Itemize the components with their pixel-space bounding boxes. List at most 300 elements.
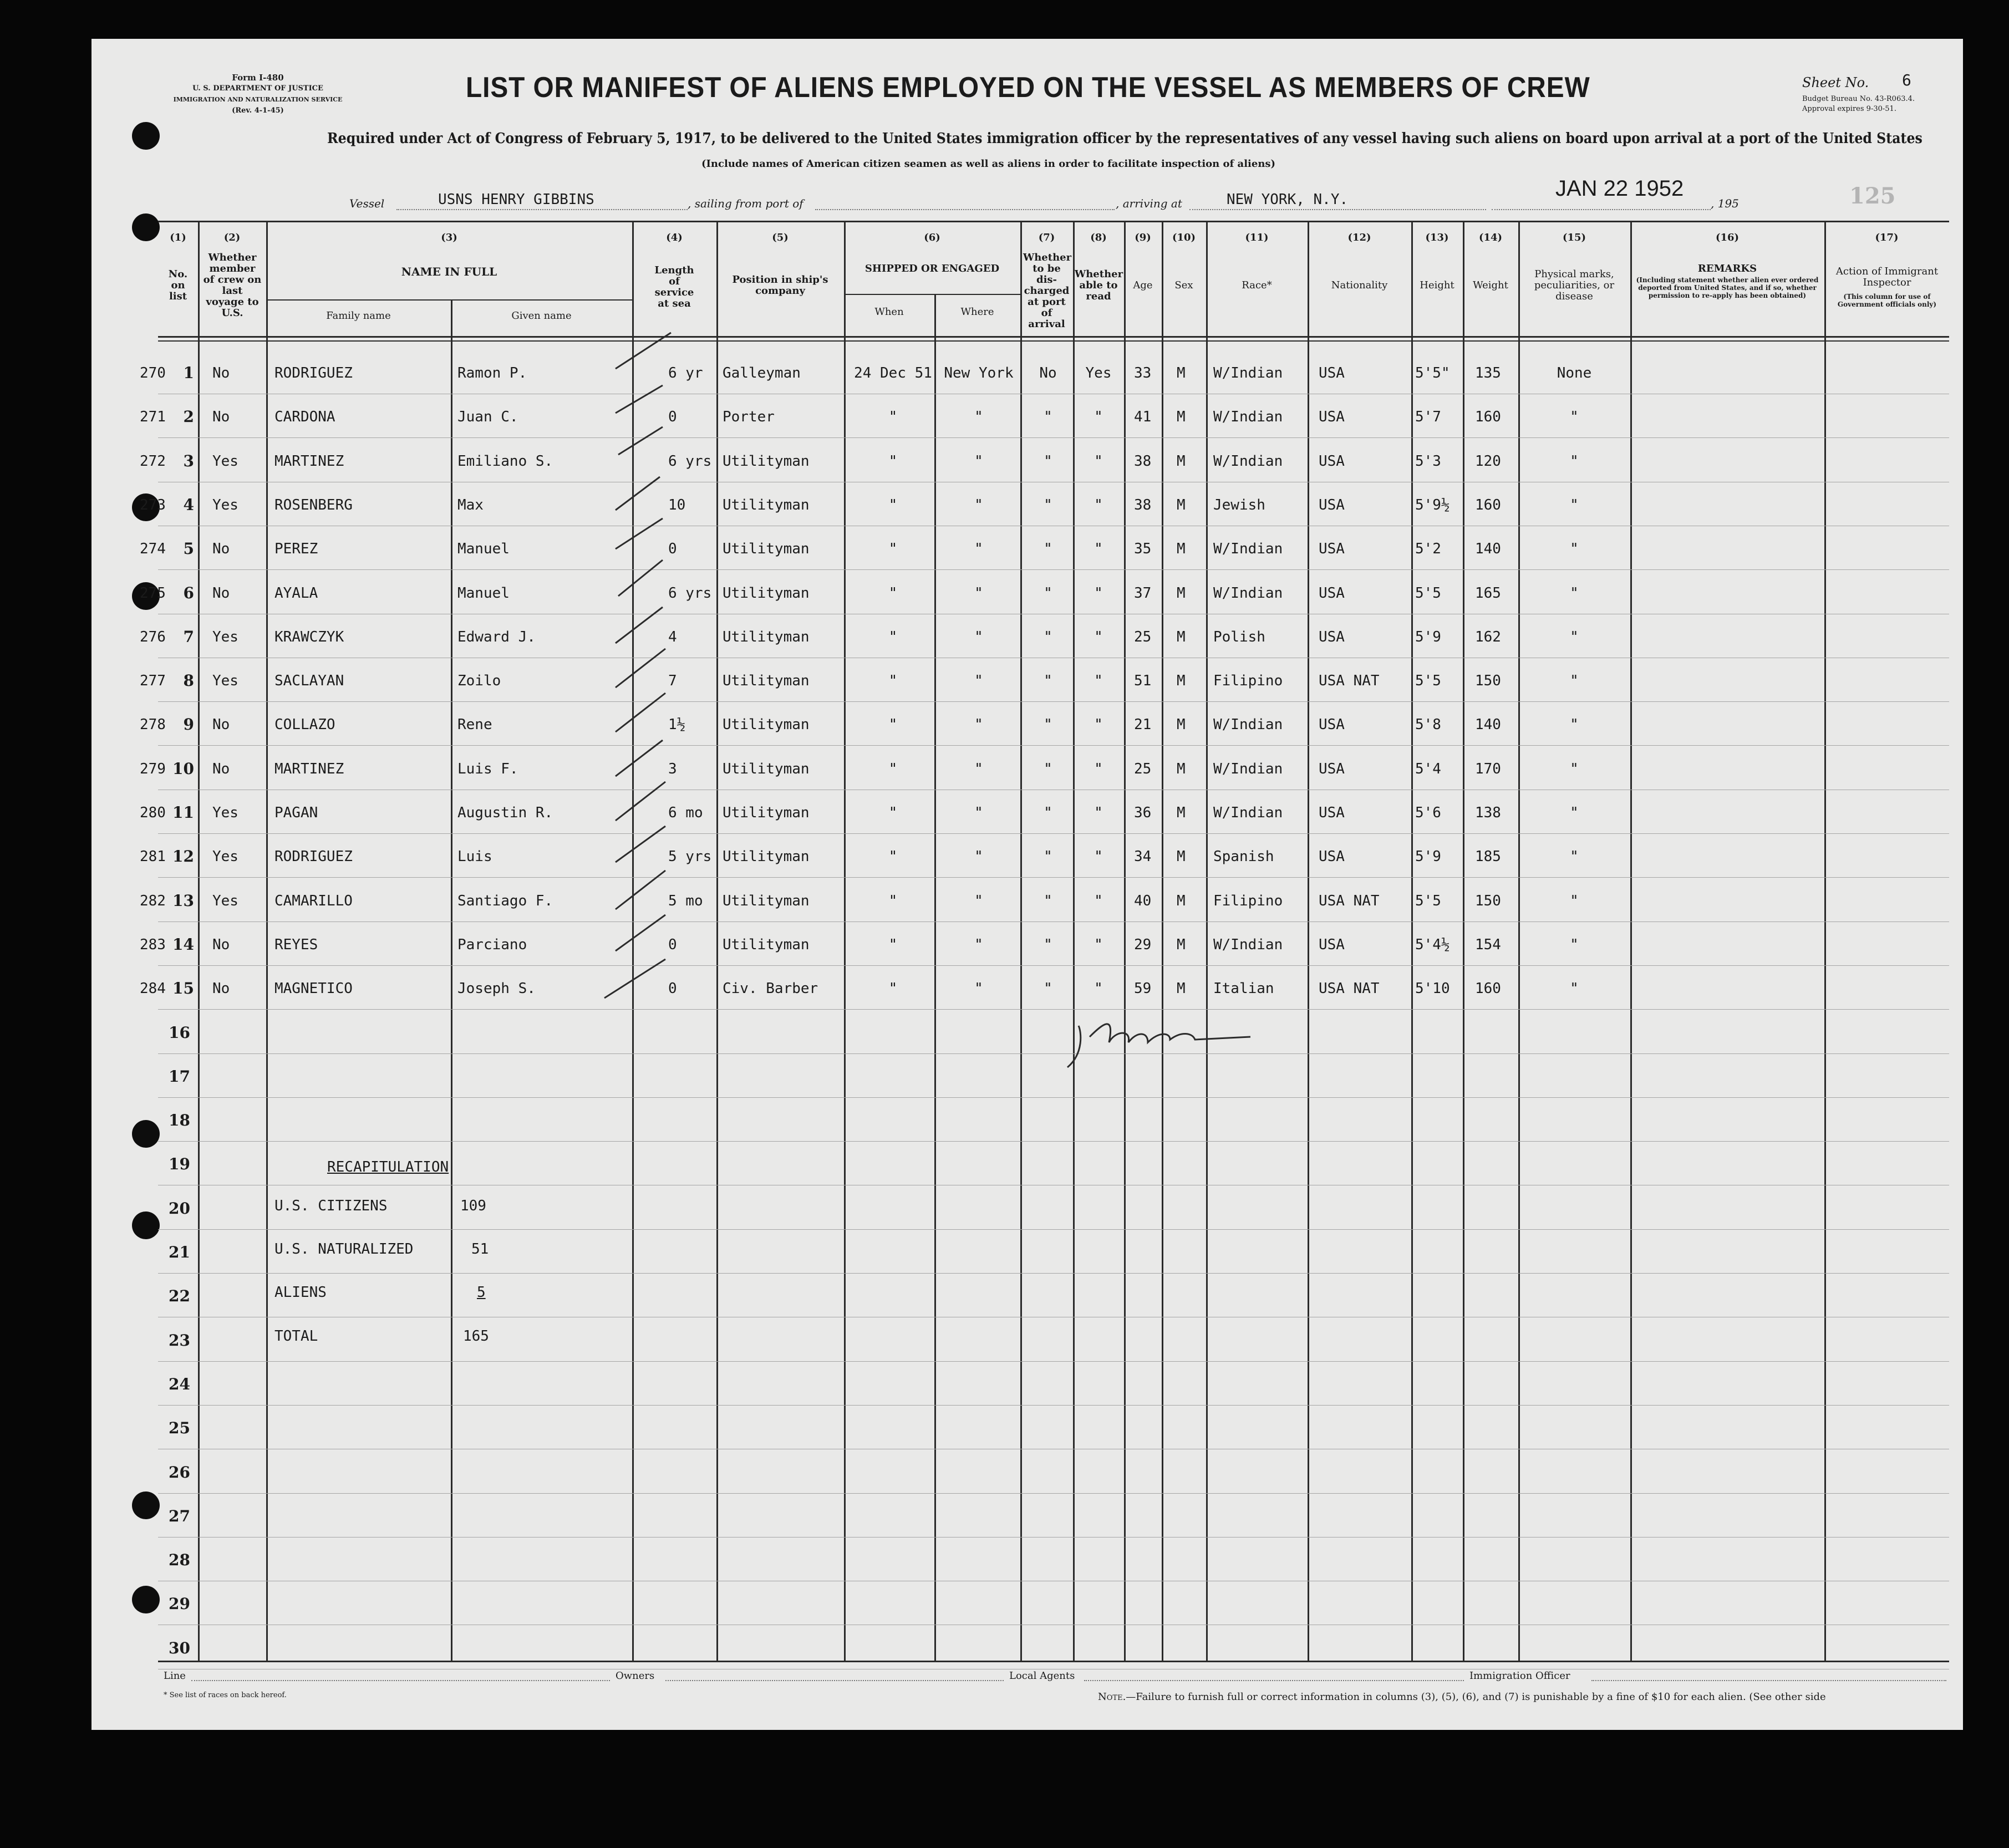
sex-cell: M bbox=[1177, 893, 1186, 909]
prefix-number: 273 bbox=[140, 497, 166, 513]
height-cell: 5'9 bbox=[1415, 629, 1441, 645]
shipped-when-cell: " bbox=[888, 497, 898, 513]
shipped-when-cell: " bbox=[888, 848, 898, 865]
col-10-number: (10) bbox=[1172, 232, 1196, 243]
service-cell: 0 bbox=[668, 980, 677, 997]
sex-cell: M bbox=[1177, 629, 1186, 645]
age-cell: 21 bbox=[1134, 716, 1152, 733]
crew-cell: No bbox=[212, 716, 230, 733]
race-cell: W/Indian bbox=[1213, 541, 1283, 557]
nationality-cell: USA NAT bbox=[1319, 893, 1380, 909]
check-stroke bbox=[604, 959, 665, 998]
given-name-cell: Luis F. bbox=[457, 761, 518, 777]
shipped-when-cell: " bbox=[888, 409, 898, 425]
physical-marks-cell: " bbox=[1570, 497, 1579, 513]
col-9-header: Age bbox=[1133, 279, 1153, 291]
shipped-where-cell: " bbox=[974, 673, 983, 689]
height-cell: 5'9 bbox=[1415, 848, 1441, 865]
height-cell: 5'5 bbox=[1415, 673, 1441, 689]
footer-note bbox=[1098, 1691, 1826, 1703]
col-9-number: (9) bbox=[1135, 232, 1151, 243]
footer-line-label: Line bbox=[164, 1670, 186, 1682]
crew-cell: Yes bbox=[212, 453, 238, 470]
able-to-read-cell: " bbox=[1094, 497, 1103, 513]
nationality-cell: USA bbox=[1319, 629, 1345, 645]
physical-marks-cell: " bbox=[1570, 541, 1579, 557]
col-15-number: (15) bbox=[1562, 232, 1586, 243]
col-10-header: Sex bbox=[1174, 279, 1193, 291]
check-stroke bbox=[616, 826, 665, 862]
given-name-cell: Zoilo bbox=[457, 673, 501, 689]
arriving-label: , arriving at bbox=[1116, 197, 1182, 210]
discharged-cell: " bbox=[1044, 805, 1052, 821]
date-stamp: JAN 22 1952 bbox=[1555, 176, 1684, 201]
race-cell: Polish bbox=[1213, 629, 1265, 645]
check-stroke bbox=[616, 870, 665, 909]
race-cell: W/Indian bbox=[1213, 365, 1283, 381]
col-8-header: Whether able to read bbox=[1075, 268, 1123, 302]
line-number: 19 bbox=[169, 1155, 190, 1173]
position-cell: Utilityman bbox=[723, 936, 810, 953]
line-number: 16 bbox=[169, 1024, 190, 1042]
line-number: 29 bbox=[169, 1595, 190, 1613]
shipped-when-cell: " bbox=[888, 541, 898, 557]
service-cell: 6 yrs bbox=[668, 453, 712, 470]
col-17-note: (This column for use of Government officials only) bbox=[1837, 293, 1937, 308]
able-to-read-cell: " bbox=[1094, 761, 1103, 777]
crew-cell: Yes bbox=[212, 893, 238, 909]
prefix-number: 280 bbox=[140, 805, 166, 821]
weight-cell: 120 bbox=[1475, 453, 1501, 470]
service-cell: 5 mo bbox=[668, 893, 703, 909]
given-name-cell: Manuel bbox=[457, 585, 510, 602]
height-cell: 5'10 bbox=[1415, 980, 1450, 997]
vessel-label: Vessel bbox=[349, 197, 385, 210]
given-name-cell: Juan C. bbox=[457, 409, 518, 425]
page-title: LIST OR MANIFEST OF ALIENS EMPLOYED ON THE VESSEL AS MEMBERS OF CREW bbox=[466, 72, 1590, 104]
family-name-cell: AYALA bbox=[274, 585, 318, 602]
shipped-when-cell: " bbox=[888, 893, 898, 909]
given-name-cell: Luis bbox=[457, 848, 492, 865]
sex-cell: M bbox=[1177, 365, 1186, 381]
col-14-number: (14) bbox=[1478, 232, 1503, 243]
discharged-cell: " bbox=[1044, 761, 1052, 777]
position-cell: Utilityman bbox=[723, 453, 810, 470]
crew-cell: Yes bbox=[212, 629, 238, 645]
nationality-cell: USA bbox=[1319, 497, 1345, 513]
prefix-number: 274 bbox=[140, 541, 166, 557]
col-13-header: Height bbox=[1420, 279, 1454, 291]
sex-cell: M bbox=[1177, 936, 1186, 953]
prefix-number: 281 bbox=[140, 848, 166, 865]
age-cell: 36 bbox=[1134, 805, 1152, 821]
able-to-read-cell: " bbox=[1094, 980, 1103, 997]
service: IMMIGRATION AND NATURALIZATION SERVICE bbox=[173, 96, 343, 103]
height-cell: 5'5" bbox=[1415, 365, 1450, 381]
shipped-when-cell: " bbox=[888, 673, 898, 689]
service-cell: 6 mo bbox=[668, 805, 703, 821]
age-cell: 25 bbox=[1134, 761, 1152, 777]
recap-aliens-value: 5 bbox=[477, 1284, 486, 1301]
race-cell: W/Indian bbox=[1213, 761, 1283, 777]
service-cell: 7 bbox=[668, 673, 677, 689]
age-cell: 38 bbox=[1134, 453, 1152, 470]
crew-cell: No bbox=[212, 409, 230, 425]
given-name-cell: Santiago F. bbox=[457, 893, 553, 909]
prefix-number: 272 bbox=[140, 453, 166, 470]
family-name-cell: MAGNETICO bbox=[274, 980, 353, 997]
able-to-read-cell: " bbox=[1094, 409, 1103, 425]
able-to-read-cell: " bbox=[1094, 848, 1103, 865]
line-number: 6 bbox=[183, 584, 194, 602]
nationality-cell: USA bbox=[1319, 409, 1345, 425]
race-cell: W/Indian bbox=[1213, 936, 1283, 953]
nationality-cell: USA bbox=[1319, 716, 1345, 733]
height-cell: 5'8 bbox=[1415, 716, 1441, 733]
crew-cell: No bbox=[212, 365, 230, 381]
col-1-header: No. on list bbox=[168, 268, 188, 302]
sheet-number: 6 bbox=[1902, 71, 1911, 89]
faint-number: 125 bbox=[1849, 183, 1896, 209]
weight-cell: 160 bbox=[1475, 409, 1501, 425]
vessel-name: USNS HENRY GIBBINS bbox=[438, 191, 594, 208]
able-to-read-cell: " bbox=[1094, 453, 1103, 470]
shipped-where-cell: " bbox=[974, 805, 983, 821]
height-cell: 5'4½ bbox=[1415, 936, 1450, 953]
line-number: 13 bbox=[172, 892, 194, 910]
age-cell: 37 bbox=[1134, 585, 1152, 602]
nationality-cell: USA bbox=[1319, 365, 1345, 381]
age-cell: 41 bbox=[1134, 409, 1152, 425]
age-cell: 38 bbox=[1134, 497, 1152, 513]
able-to-read-cell: " bbox=[1094, 673, 1103, 689]
subnote: (Include names of American citizen seamen as well as aliens in order to facilitate inspection of aliens) bbox=[701, 158, 1276, 170]
position-cell: Utilityman bbox=[723, 497, 810, 513]
family-name-cell: RODRIGUEZ bbox=[274, 848, 353, 865]
weight-cell: 162 bbox=[1475, 629, 1501, 645]
line-number: 7 bbox=[183, 628, 194, 646]
recap-heading: RECAPITULATION bbox=[327, 1159, 449, 1175]
line-number: 10 bbox=[172, 760, 194, 778]
discharged-cell: " bbox=[1044, 629, 1052, 645]
department: U. S. DEPARTMENT OF JUSTICE bbox=[192, 84, 323, 93]
position-cell: Porter bbox=[723, 409, 775, 425]
crew-cell: No bbox=[212, 936, 230, 953]
check-stroke bbox=[616, 607, 663, 643]
position-cell: Utilityman bbox=[723, 629, 810, 645]
shipped-when-cell: 24 Dec 51 bbox=[854, 365, 932, 381]
age-cell: 59 bbox=[1134, 980, 1152, 997]
col-11-number: (11) bbox=[1245, 232, 1269, 243]
discharged-cell: No bbox=[1039, 365, 1057, 381]
nationality-cell: USA NAT bbox=[1319, 980, 1380, 997]
line-number: 27 bbox=[169, 1507, 190, 1525]
race-cell: Filipino bbox=[1213, 673, 1283, 689]
prefix-number: 284 bbox=[140, 980, 166, 997]
physical-marks-cell: " bbox=[1570, 893, 1579, 909]
crew-cell: Yes bbox=[212, 805, 238, 821]
height-cell: 5'4 bbox=[1415, 761, 1441, 777]
age-cell: 35 bbox=[1134, 541, 1152, 557]
able-to-read-cell: " bbox=[1094, 936, 1103, 953]
budget-line: Budget Bureau No. 43-R063.4. bbox=[1802, 95, 1915, 103]
physical-marks-cell: " bbox=[1570, 805, 1579, 821]
physical-marks-cell: " bbox=[1570, 980, 1579, 997]
sex-cell: M bbox=[1177, 497, 1186, 513]
physical-marks-cell: " bbox=[1570, 409, 1579, 425]
able-to-read-cell: " bbox=[1094, 541, 1103, 557]
shipped-when-cell: " bbox=[888, 453, 898, 470]
position-cell: Utilityman bbox=[723, 585, 810, 602]
shipped-where-cell: " bbox=[974, 980, 983, 997]
shipped-when-cell: " bbox=[888, 980, 898, 997]
discharged-cell: " bbox=[1044, 497, 1052, 513]
footer-agents-label: Local Agents bbox=[1009, 1670, 1075, 1682]
footer-dotted-line bbox=[191, 1680, 610, 1681]
nationality-cell: USA bbox=[1319, 541, 1345, 557]
shipped-when-cell: " bbox=[888, 761, 898, 777]
line-number: 14 bbox=[172, 935, 194, 954]
service-cell: 6 yrs bbox=[668, 585, 712, 602]
shipped-where-cell: " bbox=[974, 629, 983, 645]
line-number: 17 bbox=[169, 1067, 190, 1086]
weight-cell: 170 bbox=[1475, 761, 1501, 777]
prefix-number: 279 bbox=[140, 761, 166, 777]
line-number: 18 bbox=[169, 1111, 190, 1129]
line-number: 11 bbox=[172, 803, 194, 822]
service-cell: 1½ bbox=[668, 716, 686, 733]
able-to-read-cell: " bbox=[1094, 893, 1103, 909]
col-4-header: Length of service at sea bbox=[654, 264, 694, 309]
family-name-cell: COLLAZO bbox=[274, 716, 335, 733]
age-cell: 34 bbox=[1134, 848, 1152, 865]
discharged-cell: " bbox=[1044, 716, 1052, 733]
position-cell: Utilityman bbox=[723, 541, 810, 557]
family-name-cell: ROSENBERG bbox=[274, 497, 353, 513]
check-stroke bbox=[616, 385, 663, 413]
position-cell: Galleyman bbox=[723, 365, 801, 381]
recap-citizens-value: 109 bbox=[460, 1198, 486, 1214]
discharged-cell: " bbox=[1044, 893, 1052, 909]
age-cell: 51 bbox=[1134, 673, 1152, 689]
col-6-when-header: When bbox=[874, 306, 904, 318]
line-number: 1 bbox=[183, 364, 194, 382]
able-to-read-cell: " bbox=[1094, 585, 1103, 602]
able-to-read-cell: " bbox=[1094, 629, 1103, 645]
nationality-cell: USA bbox=[1319, 585, 1345, 602]
race-cell: W/Indian bbox=[1213, 453, 1283, 470]
service-cell: 3 bbox=[668, 761, 677, 777]
recap-naturalized-value: 51 bbox=[471, 1241, 489, 1258]
able-to-read-cell: " bbox=[1094, 805, 1103, 821]
age-cell: 29 bbox=[1134, 936, 1152, 953]
service-cell: 4 bbox=[668, 629, 677, 645]
col-17-header: Action of Immigrant Inspector bbox=[1835, 266, 1939, 288]
recap-total-value: 165 bbox=[463, 1328, 489, 1345]
physical-marks-cell: " bbox=[1570, 629, 1579, 645]
sex-cell: M bbox=[1177, 541, 1186, 557]
shipped-where-cell: " bbox=[974, 541, 983, 557]
sex-cell: M bbox=[1177, 409, 1186, 425]
shipped-where-cell: " bbox=[974, 936, 983, 953]
recap-total-label: TOTAL bbox=[274, 1328, 318, 1345]
sex-cell: M bbox=[1177, 716, 1186, 733]
footer-dotted-line bbox=[665, 1680, 1004, 1681]
position-cell: Utilityman bbox=[723, 805, 810, 821]
shipped-where-cell: " bbox=[974, 453, 983, 470]
given-name-cell: Rene bbox=[457, 716, 492, 733]
given-name-cell: Max bbox=[457, 497, 484, 513]
sex-cell: M bbox=[1177, 673, 1186, 689]
physical-marks-cell: " bbox=[1570, 673, 1579, 689]
line-number: 15 bbox=[172, 979, 194, 997]
line-number: 25 bbox=[169, 1419, 190, 1437]
col-12-number: (12) bbox=[1347, 232, 1371, 243]
family-name-cell: PEREZ bbox=[274, 541, 318, 557]
service-cell: 6 yr bbox=[668, 365, 703, 381]
weight-cell: 140 bbox=[1475, 541, 1501, 557]
position-cell: Utilityman bbox=[723, 716, 810, 733]
check-stroke bbox=[618, 560, 663, 596]
race-cell: W/Indian bbox=[1213, 716, 1283, 733]
line-number: 30 bbox=[169, 1639, 190, 1657]
weight-cell: 185 bbox=[1475, 848, 1501, 865]
nationality-cell: USA bbox=[1319, 936, 1345, 953]
family-name-cell: MARTINEZ bbox=[274, 453, 344, 470]
crew-cell: No bbox=[212, 761, 230, 777]
nationality-cell: USA bbox=[1319, 848, 1345, 865]
nationality-cell: USA bbox=[1319, 453, 1345, 470]
family-name-cell: PAGAN bbox=[274, 805, 318, 821]
line-number: 24 bbox=[169, 1375, 190, 1393]
note-text: —Failure to furnish full or correct information in columns (3), (5), (6), and (7) is punishable by a fine of $10 for each alien. (See other side bbox=[1126, 1691, 1826, 1703]
height-cell: 5'9½ bbox=[1415, 497, 1450, 513]
sex-cell: M bbox=[1177, 453, 1186, 470]
race-cell: Spanish bbox=[1213, 848, 1274, 865]
col-7-header: Whether to be dis-charged at port of arrival bbox=[1023, 252, 1072, 330]
col-2-number: (2) bbox=[223, 232, 241, 243]
crew-cell: No bbox=[212, 541, 230, 557]
shipped-where-cell: " bbox=[974, 585, 983, 602]
col-16-note: (Including statement whether alien ever ordered deported from United States, and if so, whether permission to re-apply has been obtained) bbox=[1636, 276, 1819, 299]
form-id: Form I-480 bbox=[232, 73, 284, 83]
line-number: 8 bbox=[183, 671, 194, 690]
shipped-where-cell: " bbox=[974, 716, 983, 733]
col-6-where-header: Where bbox=[960, 306, 994, 318]
check-stroke bbox=[616, 782, 665, 821]
sheet-label: Sheet No. bbox=[1802, 75, 1869, 90]
given-name-cell: Ramon P. bbox=[457, 365, 527, 381]
col-3-family-header: Family name bbox=[326, 310, 391, 322]
given-name-cell: Edward J. bbox=[457, 629, 536, 645]
sex-cell: M bbox=[1177, 585, 1186, 602]
age-cell: 40 bbox=[1134, 893, 1152, 909]
discharged-cell: " bbox=[1044, 541, 1052, 557]
col-3-given-header: Given name bbox=[511, 310, 572, 322]
col-16-header: REMARKS bbox=[1697, 263, 1757, 274]
service-cell: 0 bbox=[668, 936, 677, 953]
discharged-cell: " bbox=[1044, 409, 1052, 425]
footer-owners-label: Owners bbox=[616, 1670, 655, 1682]
check-stroke bbox=[616, 915, 665, 951]
crew-cell: Yes bbox=[212, 497, 238, 513]
position-cell: Utilityman bbox=[723, 673, 810, 689]
check-stroke bbox=[616, 693, 665, 732]
line-number: 5 bbox=[183, 539, 194, 558]
prefix-number: 278 bbox=[140, 716, 166, 733]
physical-marks-cell: " bbox=[1570, 453, 1579, 470]
physical-marks-cell: " bbox=[1570, 761, 1579, 777]
able-to-read-cell: " bbox=[1094, 716, 1103, 733]
col-4-number: (4) bbox=[666, 232, 683, 243]
check-stroke bbox=[616, 333, 671, 369]
race-cell: Filipino bbox=[1213, 893, 1283, 909]
shipped-when-cell: " bbox=[888, 585, 898, 602]
note-label: Note. bbox=[1098, 1691, 1126, 1703]
service-cell: 5 yrs bbox=[668, 848, 712, 865]
height-cell: 5'5 bbox=[1415, 585, 1441, 602]
shipped-when-cell: " bbox=[888, 936, 898, 953]
shipped-where-cell: " bbox=[974, 761, 983, 777]
shipped-where-cell: " bbox=[974, 409, 983, 425]
col-7-number: (7) bbox=[1038, 232, 1055, 243]
weight-cell: 150 bbox=[1475, 893, 1501, 909]
col-13-number: (13) bbox=[1425, 232, 1449, 243]
prefix-number: 271 bbox=[140, 409, 166, 425]
position-cell: Utilityman bbox=[723, 893, 810, 909]
service-cell: 0 bbox=[668, 541, 677, 557]
height-cell: 5'5 bbox=[1415, 893, 1441, 909]
weight-cell: 135 bbox=[1475, 365, 1501, 381]
weight-cell: 160 bbox=[1475, 497, 1501, 513]
col-14-header: Weight bbox=[1473, 279, 1508, 291]
recap-naturalized-label: U.S. NATURALIZED bbox=[274, 1241, 414, 1258]
col-16-number: (16) bbox=[1715, 232, 1740, 243]
age-cell: 25 bbox=[1134, 629, 1152, 645]
discharged-cell: " bbox=[1044, 936, 1052, 953]
nationality-cell: USA bbox=[1319, 761, 1345, 777]
weight-cell: 150 bbox=[1475, 673, 1501, 689]
line-number: 26 bbox=[169, 1463, 190, 1482]
weight-cell: 154 bbox=[1475, 936, 1501, 953]
sex-cell: M bbox=[1177, 980, 1186, 997]
line-number: 21 bbox=[169, 1243, 190, 1261]
shipped-when-cell: " bbox=[888, 629, 898, 645]
approval-line: Approval expires 9-30-51. bbox=[1802, 105, 1896, 113]
physical-marks-cell: " bbox=[1570, 716, 1579, 733]
col-15-header: Physical marks, peculiarities, or disease bbox=[1534, 268, 1615, 302]
position-cell: Utilityman bbox=[723, 761, 810, 777]
position-cell: Utilityman bbox=[723, 848, 810, 865]
check-stroke bbox=[616, 518, 663, 549]
nationality-cell: USA bbox=[1319, 805, 1345, 821]
discharged-cell: " bbox=[1044, 453, 1052, 470]
service-cell: 0 bbox=[668, 409, 677, 425]
line-number: 12 bbox=[172, 847, 194, 866]
recap-aliens-label: ALIENS bbox=[274, 1284, 327, 1301]
age-cell: 33 bbox=[1134, 365, 1152, 381]
col-6-header: SHIPPED OR ENGAGED bbox=[864, 263, 1000, 274]
line-number: 3 bbox=[183, 452, 194, 470]
line-number: 2 bbox=[183, 408, 194, 426]
year-label: , 195 bbox=[1711, 197, 1739, 210]
col-17-number: (17) bbox=[1875, 232, 1899, 243]
physical-marks-cell: None bbox=[1557, 365, 1592, 381]
given-name-cell: Emiliano S. bbox=[457, 453, 553, 470]
service-cell: 10 bbox=[668, 497, 686, 513]
shipped-where-cell: " bbox=[974, 848, 983, 865]
check-stroke bbox=[616, 477, 660, 510]
